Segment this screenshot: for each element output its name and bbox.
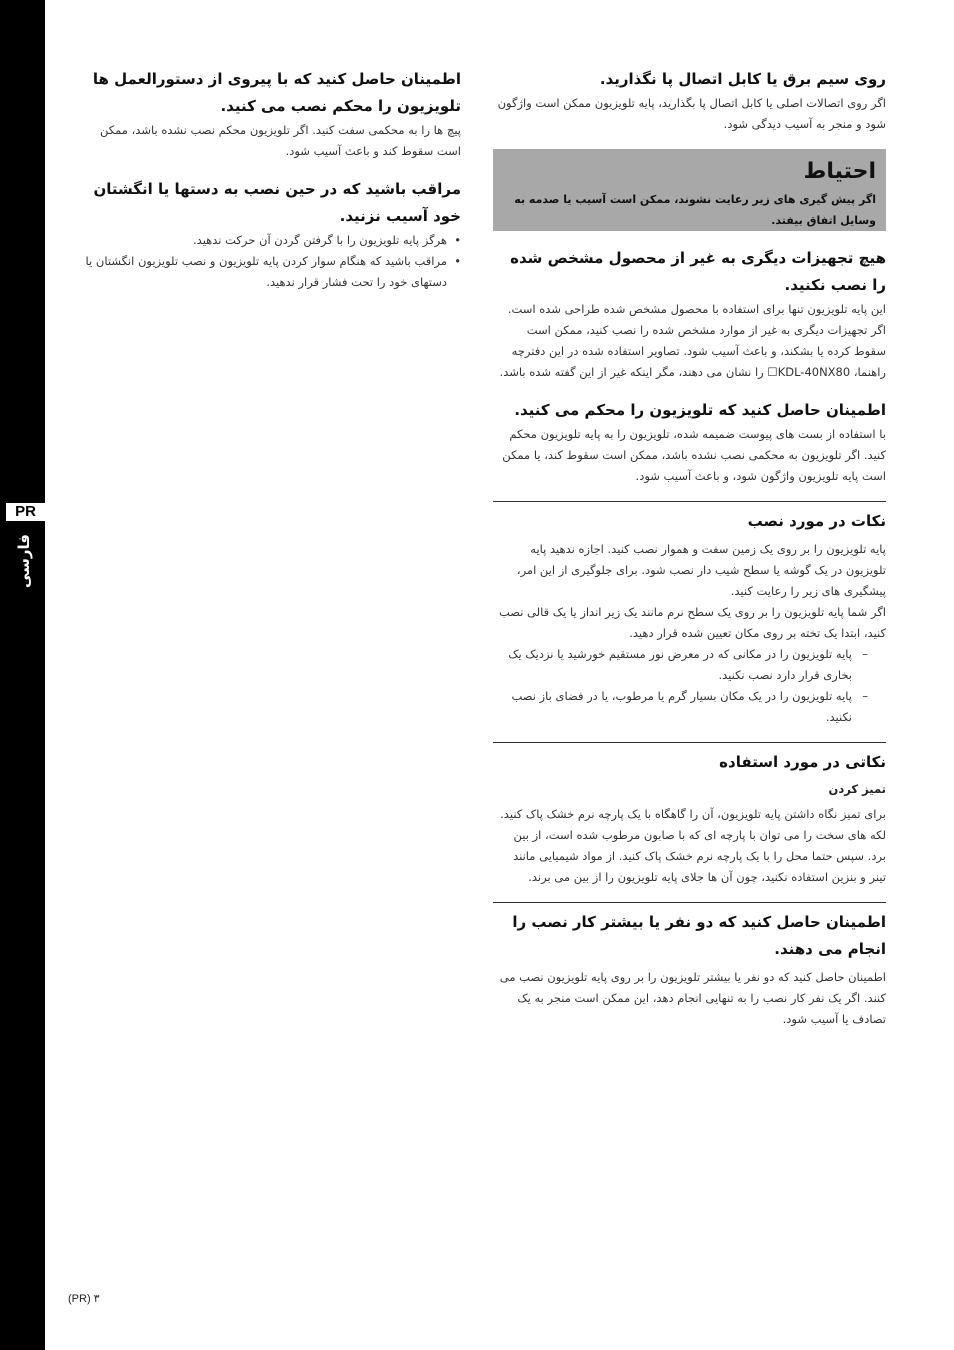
list-item: – پایه تلویزیون را در یک مکان بسیار گرم یا مرطوب، یا در فضای باز نصب نکنید. [493,686,886,728]
section-installation-notes [493,501,886,728]
section-hand-safety [77,176,461,293]
caution-title: احتیاط [803,159,876,184]
caution-body: اگر پیش گیری های زیر رعایت نشوند، ممکن است آسیب یا صدمه به وسایل اتفاق بیفتد. [514,193,876,227]
language-label: فارسی [15,533,33,589]
section-subtitle: تمیز کردن [828,782,886,796]
section-secure-tv [493,397,886,487]
section-body: با استفاده از بست های پیوست ضمیمه شده، تلویزیون را به پایه تلویزیون محکم کنید. اگر تلویزیون به محکمی نصب نشده باشد، ممکن است سقوط کند، یا ممکن است پایه تلویزیون واژگون شود، و باعث آسیب شود. [502,427,886,483]
section-power-cable [493,66,886,135]
section-title: اطمینان حاصل کنید که تلویزیون را محکم می کنید. [514,401,886,419]
left-column [77,66,461,307]
section-title: نکات در مورد نصب [747,512,886,530]
section-title: اطمینان حاصل کنید که دو نفر یا بیشتر کار نصب را انجام می دهند. [512,913,886,958]
section-usage-notes [493,742,886,888]
section-body: برای تمیز نگاه داشتن پایه تلویزیون، آن را گاهگاه با یک پارچه نرم خشک پاک کنید. لکه های سخت را می توان با پارچه ای که با صابون مرطوب شده است، از بین برد. سپس حتما محل را با یک پارچه نرم خشک پاک کنید. از مواد شیمیایی مانند تینر و بنزین استفاده نکنید، چون آن ها جلای پایه تلویزیون را از بین می برند. [500,807,886,884]
list-item: • هرگز پایه تلویزیون را با گرفتن گردن آن حرکت ندهید. [77,230,461,251]
section-body: این پایه تلویزیون تنها برای استفاده با محصول مشخص شده طراحی شده است. اگر تجهیزات دیگری به غیر از موارد مشخص شده را نصب کنید، ممکن است سقوط کرده یا بشکند، و باعث آسیب شود. تصاویر استفاده شده در این دفترچه راهنما، KDL-40NX80☐ را نشان می دهند، مگر اینکه غیر از این گفته شده باشد. [499,302,886,379]
section-title: نکاتی در مورد استفاده [719,753,886,771]
section-two-people [493,902,886,1030]
list-item: • مراقب باشید که هنگام سوار کردن پایه تلویزیون و نصب تلویزیون انگشتان یا دستهای خود را تحت فشار قرار ندهید. [77,251,461,293]
language-code: PR [6,503,45,521]
section-title: هیچ تجهیزات دیگری به غیر از محصول مشخص شده را نصب نکنید. [510,249,886,294]
safety-list [77,230,461,293]
language-sidebar [0,0,45,1350]
list-item: – پایه تلویزیون را در مکانی که در معرض نور مستقیم خورشید یا نزدیک یک بخاری قرار دارد نصب نکنید. [493,644,886,686]
section-other-equipment [493,245,886,383]
section-follow-instructions [77,66,461,162]
right-column [493,66,886,1044]
section-title: مراقب باشید که در حین نصب به دستها یا انگشتان خود آسیب نزنید. [93,180,461,225]
section-paragraph: پایه تلویزیون را بر روی یک زمین سفت و هموار نصب کنید. اجازه ندهید پایه تلویزیون در یک گوشه یا سطح شیب دار نصب شود. برای جلوگیری از این امر، پیشگیری های زیر را رعایت کنید. [516,542,886,598]
page-number: (PR) ۳ [68,1293,100,1305]
section-title: روی سیم برق یا کابل اتصال پا نگذارید. [599,70,886,88]
section-body: پیچ ها را به محکمی سفت کنید. اگر تلویزیون محکم نصب نشده باشد، ممکن است سقوط کند و باعث آسیب شود. [100,123,461,158]
installation-list [493,644,886,728]
section-paragraph: اگر شما پایه تلویزیون را بر روی یک سطح نرم مانند یک زیر انداز یا یک قالی نصب کنید، ابتدا یک تخته بر روی مکان تعیین شده قرار دهید. [498,605,886,640]
section-title: اطمینان حاصل کنید که با پیروی از دستورالعمل ها تلویزیون را محکم نصب می کنید. [92,70,461,115]
caution-box [493,149,886,231]
section-body: اطمینان حاصل کنید که دو نفر یا بیشتر تلویزیون را بر روی پایه تلویزیون نصب می کنند. اگر یک نفر کار نصب را به تنهایی انجام دهد، این ممکن است منجر به یک تصادف یا آسیب شود. [499,970,886,1026]
section-body: اگر روی اتصالات اصلی یا کابل اتصال پا بگذارید، پایه تلویزیون ممکن است واژگون شود و منجر به آسیب دیدگی شود. [497,96,886,131]
